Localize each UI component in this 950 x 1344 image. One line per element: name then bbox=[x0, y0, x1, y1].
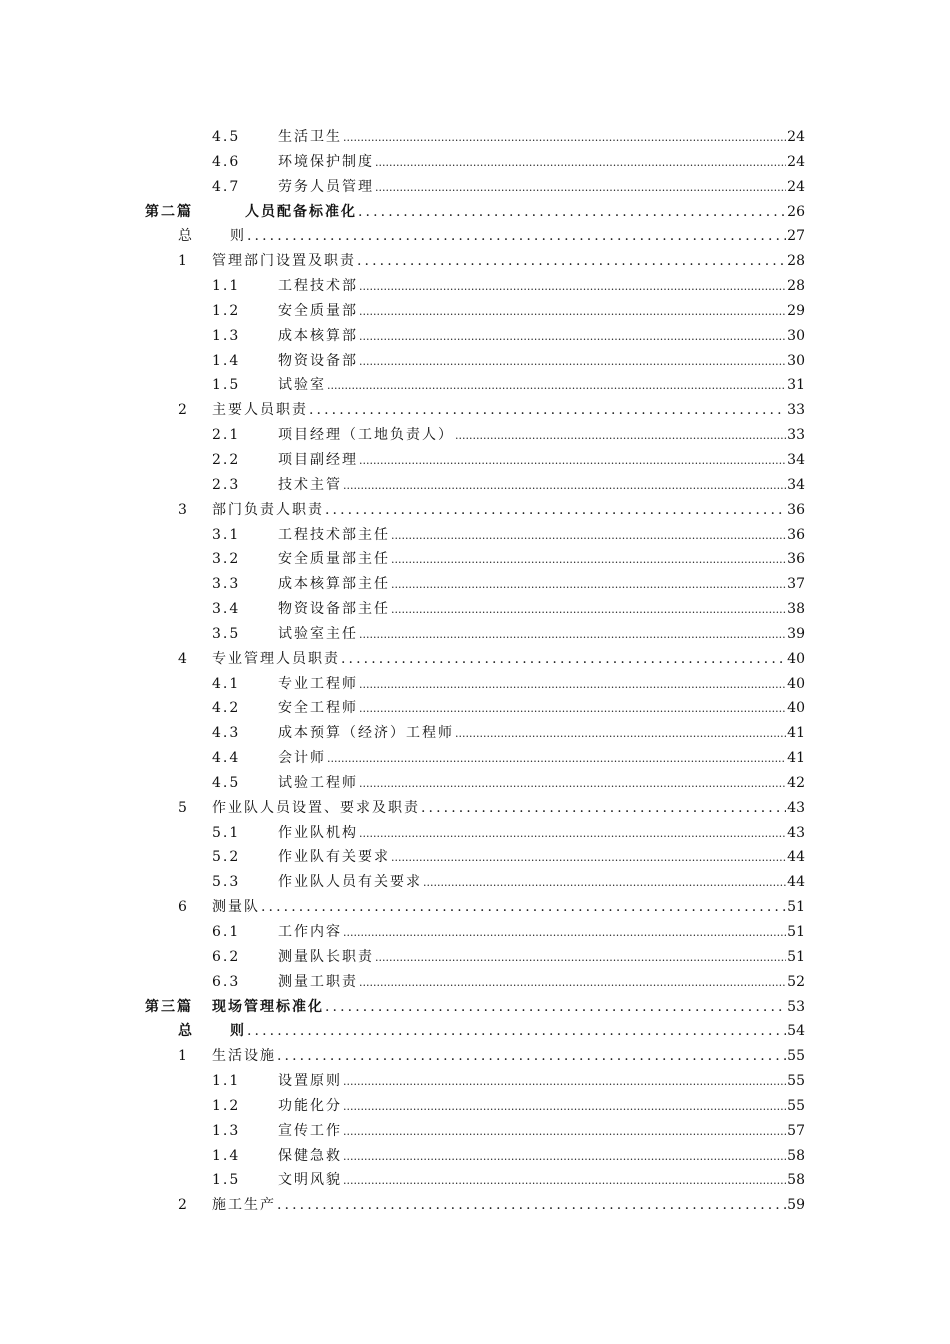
toc-entry-title: 试验室主任 bbox=[278, 625, 358, 642]
toc-entry-title: 安全质量部 bbox=[278, 302, 358, 319]
toc-entry-page-number: 44 bbox=[787, 849, 805, 866]
toc-entry-title: 作业队有关要求 bbox=[278, 849, 390, 866]
toc-entry-number: 2 bbox=[178, 1197, 189, 1214]
toc-entry-page-number: 37 bbox=[787, 576, 805, 593]
toc-entry[interactable] bbox=[0, 523, 950, 548]
toc-entry-number: 2.3 bbox=[212, 476, 241, 493]
toc-entry-number: 1 bbox=[178, 253, 189, 270]
toc-entry[interactable] bbox=[0, 647, 950, 672]
dot-leader bbox=[391, 548, 786, 573]
toc-entry-page-number: 36 bbox=[787, 501, 805, 518]
toc-entry-leader-line bbox=[278, 473, 805, 499]
toc-entry-title: 工作内容 bbox=[278, 924, 342, 940]
toc-entry-number: 第二篇 bbox=[145, 203, 193, 220]
toc-entry-leader-line bbox=[278, 1119, 805, 1145]
dot-leader bbox=[343, 1095, 786, 1120]
toc-entry-page-number: 44 bbox=[787, 874, 805, 891]
toc-entry-leader-line bbox=[278, 945, 805, 971]
toc-entry[interactable] bbox=[0, 1144, 950, 1169]
toc-entry-title: 工程技术部主任 bbox=[278, 526, 390, 543]
toc-entry-title: 试验工程师 bbox=[278, 774, 358, 791]
toc-entry-leader-line bbox=[212, 995, 805, 1020]
toc-entry-page-number: 36 bbox=[787, 551, 805, 568]
toc-entry-page-number: 30 bbox=[787, 327, 805, 344]
toc-entry-leader-line bbox=[278, 1168, 805, 1194]
toc-entry-title: 安全工程师 bbox=[278, 700, 358, 717]
toc-entry-leader-line bbox=[278, 274, 805, 300]
toc-entry[interactable] bbox=[0, 200, 950, 225]
toc-entry[interactable] bbox=[0, 373, 950, 398]
toc-entry-number: 1.2 bbox=[212, 1097, 241, 1114]
toc-entry-number: 5.2 bbox=[212, 849, 241, 866]
dot-leader bbox=[359, 275, 786, 300]
toc-entry-page-number: 54 bbox=[787, 1023, 805, 1040]
toc-entry[interactable] bbox=[0, 498, 950, 523]
toc-entry-number: 1.5 bbox=[212, 1172, 241, 1189]
toc-entry[interactable] bbox=[0, 249, 950, 274]
dot-leader bbox=[359, 822, 786, 847]
toc-entry[interactable] bbox=[0, 349, 950, 374]
toc-entry-title: 项目经理（工地负责人） bbox=[278, 427, 454, 444]
toc-entry-number: 2 bbox=[178, 402, 189, 419]
toc-entry-title: 作业队人员有关要求 bbox=[278, 874, 422, 891]
toc-entry-title: 试验室 bbox=[278, 377, 326, 394]
toc-entry-leader-line bbox=[278, 150, 805, 176]
toc-entry-page-number: 24 bbox=[787, 153, 805, 170]
toc-entry[interactable] bbox=[0, 572, 950, 597]
dot-leader bbox=[359, 623, 786, 648]
toc-entry-leader-line bbox=[230, 224, 805, 249]
toc-entry-title: 工程技术部 bbox=[278, 278, 358, 295]
toc-entry[interactable] bbox=[0, 845, 950, 870]
dot-leader bbox=[359, 772, 786, 797]
toc-entry-leader-line bbox=[278, 448, 805, 474]
toc-entry-title: 主要人员职责 bbox=[212, 402, 308, 419]
toc-entry-title: 测量队 bbox=[212, 899, 260, 916]
toc-entry[interactable] bbox=[0, 299, 950, 324]
toc-entry-leader-line bbox=[278, 1144, 805, 1170]
toc-entry-title: 部门负责人职责 bbox=[212, 501, 324, 518]
dot-leader bbox=[391, 846, 786, 871]
toc-entry-number: 4.3 bbox=[212, 725, 241, 742]
dot-leader bbox=[309, 398, 786, 423]
toc-entry-page-number: 42 bbox=[787, 774, 805, 791]
toc-entry-number: 3.5 bbox=[212, 625, 241, 642]
toc-entry[interactable] bbox=[0, 1044, 950, 1069]
toc-entry-number: 5.1 bbox=[212, 824, 241, 841]
toc-entry-page-number: 34 bbox=[787, 451, 805, 468]
toc-entry-page-number: 36 bbox=[787, 526, 805, 543]
toc-entry-leader-line bbox=[278, 175, 805, 201]
toc-entry-number: 1.1 bbox=[212, 278, 241, 295]
dot-leader bbox=[359, 697, 786, 722]
toc-entry-title: 现场管理标准化 bbox=[212, 998, 324, 1015]
toc-entry-page-number: 34 bbox=[787, 476, 805, 493]
toc-entry-number: 1.1 bbox=[212, 1073, 241, 1090]
toc-entry[interactable] bbox=[0, 870, 950, 895]
toc-entry-title: 生活设施 bbox=[212, 1048, 276, 1065]
toc-entry[interactable] bbox=[0, 324, 950, 349]
toc-entry-number: 6.1 bbox=[212, 924, 241, 940]
dot-leader bbox=[341, 647, 786, 672]
toc-entry[interactable] bbox=[0, 448, 950, 473]
dot-leader bbox=[358, 200, 786, 225]
toc-entry-leader-line bbox=[212, 398, 805, 423]
toc-entry-number: 总 bbox=[178, 1023, 194, 1040]
toc-entry-page-number: 28 bbox=[787, 253, 805, 270]
toc-entry-number: 4.5 bbox=[212, 774, 241, 791]
dot-leader bbox=[261, 895, 786, 920]
toc-entry-title: 生活卫生 bbox=[278, 129, 342, 145]
toc-entry-leader-line bbox=[278, 423, 805, 449]
toc-entry-leader-line bbox=[278, 349, 805, 375]
toc-entry[interactable] bbox=[0, 1094, 950, 1119]
toc-entry-page-number: 58 bbox=[787, 1172, 805, 1189]
toc-entry[interactable] bbox=[0, 895, 950, 920]
toc-entry-number: 3.3 bbox=[212, 576, 241, 593]
toc-entry-number: 4.6 bbox=[212, 153, 241, 170]
toc-entry-title: 宣传工作 bbox=[278, 1122, 342, 1139]
toc-entry-leader-line bbox=[212, 249, 805, 274]
dot-leader bbox=[359, 325, 786, 350]
dot-leader bbox=[247, 224, 786, 249]
toc-entry-leader-line bbox=[278, 572, 805, 598]
toc-entry-title: 作业队机构 bbox=[278, 824, 358, 841]
toc-entry-number: 6.3 bbox=[212, 973, 241, 990]
toc-entry-page-number: 55 bbox=[787, 1097, 805, 1114]
dot-leader bbox=[391, 573, 786, 598]
dot-leader bbox=[375, 151, 786, 176]
toc-entry-title: 成本预算（经济）工程师 bbox=[278, 725, 454, 742]
toc-entry-leader-line bbox=[278, 597, 805, 623]
toc-entry-leader-line bbox=[278, 970, 805, 996]
toc-entry-number: 3.2 bbox=[212, 551, 241, 568]
dot-leader bbox=[327, 374, 786, 399]
dot-leader bbox=[277, 1044, 786, 1069]
dot-leader bbox=[455, 424, 786, 449]
toc-entry-leader-line bbox=[212, 647, 805, 672]
toc-entry-leader-line bbox=[278, 821, 805, 847]
dot-leader bbox=[343, 1120, 786, 1145]
toc-entry-number: 5.3 bbox=[212, 874, 241, 891]
toc-entry-page-number: 55 bbox=[787, 1048, 805, 1065]
toc-entry-number: 1.3 bbox=[212, 1122, 241, 1139]
toc-entry-number: 4.7 bbox=[212, 178, 241, 195]
toc-entry-page-number: 39 bbox=[787, 625, 805, 642]
toc-entry-page-number: 24 bbox=[787, 178, 805, 195]
toc-entry-number: 1.3 bbox=[212, 327, 241, 344]
toc-entry-leader-line bbox=[278, 547, 805, 573]
toc-entry-number: 3.1 bbox=[212, 526, 241, 543]
dot-leader bbox=[343, 1145, 786, 1170]
toc-entry-leader-line bbox=[278, 299, 805, 325]
toc-entry-page-number: 38 bbox=[787, 601, 805, 618]
toc-entry-number: 1.5 bbox=[212, 377, 241, 394]
dot-leader bbox=[421, 796, 786, 821]
toc-entry-leader-line bbox=[212, 498, 805, 523]
toc-entry-page-number: 29 bbox=[787, 302, 805, 319]
toc-entry-number: 第三篇 bbox=[145, 998, 193, 1015]
toc-entry-leader-line bbox=[212, 796, 805, 821]
dot-leader bbox=[247, 1019, 786, 1044]
toc-entry[interactable] bbox=[0, 622, 950, 647]
toc-entry[interactable] bbox=[0, 1168, 950, 1193]
toc-entry-number: 6.2 bbox=[212, 948, 241, 965]
toc-entry-page-number: 41 bbox=[787, 725, 805, 742]
toc-entry-page-number: 33 bbox=[787, 402, 805, 419]
toc-entry[interactable] bbox=[0, 970, 950, 995]
toc-entry-leader-line bbox=[278, 1094, 805, 1120]
toc-entry[interactable] bbox=[0, 821, 950, 846]
toc-entry[interactable] bbox=[0, 771, 950, 796]
toc-entry[interactable] bbox=[0, 746, 950, 771]
toc-entry-leader-line bbox=[278, 672, 805, 698]
toc-entry[interactable] bbox=[0, 175, 950, 200]
toc-entry-page-number: 51 bbox=[787, 948, 805, 965]
toc-entry-page-number: 40 bbox=[787, 675, 805, 692]
toc-entry-page-number: 24 bbox=[787, 129, 805, 145]
toc-entry-leader-line bbox=[278, 870, 805, 896]
toc-entry-page-number: 55 bbox=[787, 1073, 805, 1090]
toc-entry-title: 安全质量部主任 bbox=[278, 551, 390, 568]
toc-entry-number: 4.1 bbox=[212, 675, 241, 692]
toc-entry[interactable] bbox=[0, 796, 950, 821]
dot-leader bbox=[277, 1193, 786, 1218]
dot-leader bbox=[359, 673, 786, 698]
toc-entry-page-number: 51 bbox=[787, 899, 805, 916]
toc-entry-title: 文明风貌 bbox=[278, 1172, 342, 1189]
dot-leader bbox=[359, 300, 786, 325]
toc-entry-title: 成本核算部 bbox=[278, 327, 358, 344]
toc-entry[interactable] bbox=[0, 1119, 950, 1144]
toc-entry-page-number: 57 bbox=[787, 1122, 805, 1139]
dot-leader bbox=[359, 971, 786, 996]
toc-entry-number: 5 bbox=[178, 799, 189, 816]
toc-entry[interactable] bbox=[0, 945, 950, 970]
dot-leader bbox=[325, 498, 786, 523]
dot-leader bbox=[343, 126, 786, 151]
dot-leader bbox=[375, 176, 786, 201]
toc-entry-leader-line bbox=[230, 1019, 805, 1044]
toc-entry-title: 测量工职责 bbox=[278, 973, 358, 990]
toc-entry-title: 成本核算部主任 bbox=[278, 576, 390, 593]
toc-entry-number: 3 bbox=[178, 501, 189, 518]
toc-entry-number: 4.2 bbox=[212, 700, 241, 717]
dot-leader bbox=[391, 598, 786, 623]
toc-entry-number: 6 bbox=[178, 899, 189, 916]
toc-entry[interactable] bbox=[0, 473, 950, 498]
toc-entry[interactable] bbox=[0, 1193, 950, 1218]
toc-entry-page-number: 52 bbox=[787, 973, 805, 990]
dot-leader bbox=[327, 747, 786, 772]
toc-entry-page-number: 33 bbox=[787, 427, 805, 444]
toc-entry-number: 4.4 bbox=[212, 750, 241, 767]
toc-entry-page-number: 31 bbox=[787, 377, 805, 394]
toc-entry-leader-line bbox=[278, 845, 805, 871]
toc-entry-title: 保健急救 bbox=[278, 1147, 342, 1164]
toc-entry-title: 则 bbox=[230, 1023, 246, 1040]
toc-entry-title: 物资设备部主任 bbox=[278, 601, 390, 618]
toc-entry-page-number: 30 bbox=[787, 352, 805, 369]
toc-entry-leader-line bbox=[278, 746, 805, 772]
toc-entry[interactable] bbox=[0, 1069, 950, 1094]
toc-entry-leader-line bbox=[278, 771, 805, 797]
toc-entry-page-number: 51 bbox=[787, 924, 805, 940]
toc-entry-title: 专业管理人员职责 bbox=[212, 650, 340, 667]
toc-entry-leader-line bbox=[278, 920, 805, 946]
toc-entry-page-number: 28 bbox=[787, 278, 805, 295]
dot-leader bbox=[343, 921, 786, 946]
dot-leader bbox=[423, 871, 786, 896]
toc-entry-page-number: 41 bbox=[787, 750, 805, 767]
toc-entry-title: 作业队人员设置、要求及职责 bbox=[212, 799, 420, 816]
toc-entry-page-number: 43 bbox=[787, 824, 805, 841]
toc-entry-leader-line bbox=[278, 1069, 805, 1095]
toc-entry-title: 专业工程师 bbox=[278, 675, 358, 692]
toc-entry[interactable] bbox=[0, 125, 950, 150]
toc-entry-title: 会计师 bbox=[278, 750, 326, 767]
toc-entry-title: 劳务人员管理 bbox=[278, 178, 374, 195]
toc-entry[interactable] bbox=[0, 423, 950, 448]
toc-entry-page-number: 26 bbox=[787, 203, 805, 220]
toc-entry[interactable] bbox=[0, 696, 950, 721]
toc-entry-title: 施工生产 bbox=[212, 1197, 276, 1214]
toc-entry-leader-line bbox=[278, 721, 805, 747]
toc-entry-leader-line bbox=[278, 696, 805, 722]
toc-entry[interactable] bbox=[0, 597, 950, 622]
toc-entry-page-number: 59 bbox=[787, 1197, 805, 1214]
toc-entry-title: 测量队长职责 bbox=[278, 948, 374, 965]
toc-entry-leader-line bbox=[278, 622, 805, 648]
toc-entry-number: 4.5 bbox=[212, 129, 241, 145]
toc-entry-page-number: 53 bbox=[787, 998, 805, 1015]
toc-entry-title: 物资设备部 bbox=[278, 352, 358, 369]
toc-entry-title: 技术主管 bbox=[278, 476, 342, 493]
toc-entry-page-number: 58 bbox=[787, 1147, 805, 1164]
toc-entry[interactable] bbox=[0, 672, 950, 697]
toc-entry-number: 2.1 bbox=[212, 427, 241, 444]
toc-entry-leader-line bbox=[212, 1193, 805, 1218]
toc-entry[interactable] bbox=[0, 920, 950, 945]
dot-leader bbox=[325, 995, 786, 1020]
toc-entry-number: 1.4 bbox=[212, 352, 241, 369]
toc-entry[interactable] bbox=[0, 1019, 950, 1044]
toc-entry[interactable] bbox=[0, 274, 950, 299]
toc-entry[interactable] bbox=[0, 721, 950, 746]
toc-entry-number: 4 bbox=[178, 650, 189, 667]
toc-entry-leader-line bbox=[212, 1044, 805, 1069]
toc-entry[interactable] bbox=[0, 150, 950, 175]
dot-leader bbox=[343, 1169, 786, 1194]
dot-leader bbox=[359, 350, 786, 375]
dot-leader bbox=[455, 722, 786, 747]
toc-entry-page-number: 40 bbox=[787, 650, 805, 667]
toc-entry[interactable] bbox=[0, 224, 950, 249]
toc-entry-title: 管理部门设置及职责 bbox=[212, 253, 356, 270]
toc-entry-leader-line bbox=[278, 523, 805, 549]
toc-entry-number: 3.4 bbox=[212, 601, 241, 618]
toc-entry-title: 设置原则 bbox=[278, 1073, 342, 1090]
toc-entry-title: 则 bbox=[230, 228, 246, 245]
dot-leader bbox=[343, 474, 786, 499]
toc-entry[interactable] bbox=[0, 547, 950, 572]
dot-leader bbox=[343, 1070, 786, 1095]
dot-leader bbox=[391, 524, 786, 549]
toc-entry-page-number: 27 bbox=[787, 228, 805, 245]
toc-entry-leader-line bbox=[212, 895, 805, 920]
toc-entry-page-number: 40 bbox=[787, 700, 805, 717]
table-of-contents bbox=[0, 125, 950, 1218]
toc-entry-number: 1 bbox=[178, 1048, 189, 1065]
toc-entry[interactable] bbox=[0, 995, 950, 1020]
toc-entry-page-number: 43 bbox=[787, 799, 805, 816]
toc-entry-number: 总 bbox=[178, 228, 194, 245]
toc-entry-title: 人员配备标准化 bbox=[245, 203, 357, 220]
toc-entry[interactable] bbox=[0, 398, 950, 423]
toc-entry-number: 1.4 bbox=[212, 1147, 241, 1164]
dot-leader bbox=[359, 449, 786, 474]
toc-entry-number: 2.2 bbox=[212, 451, 241, 468]
toc-entry-title: 功能化分 bbox=[278, 1097, 342, 1114]
toc-entry-title: 项目副经理 bbox=[278, 451, 358, 468]
toc-entry-leader-line bbox=[245, 200, 805, 225]
toc-entry-number: 1.2 bbox=[212, 302, 241, 319]
dot-leader bbox=[357, 249, 786, 274]
dot-leader bbox=[375, 946, 786, 971]
toc-entry-title: 环境保护制度 bbox=[278, 153, 374, 170]
toc-entry-leader-line bbox=[278, 125, 805, 151]
toc-entry-leader-line bbox=[278, 324, 805, 350]
toc-entry-leader-line bbox=[278, 373, 805, 399]
